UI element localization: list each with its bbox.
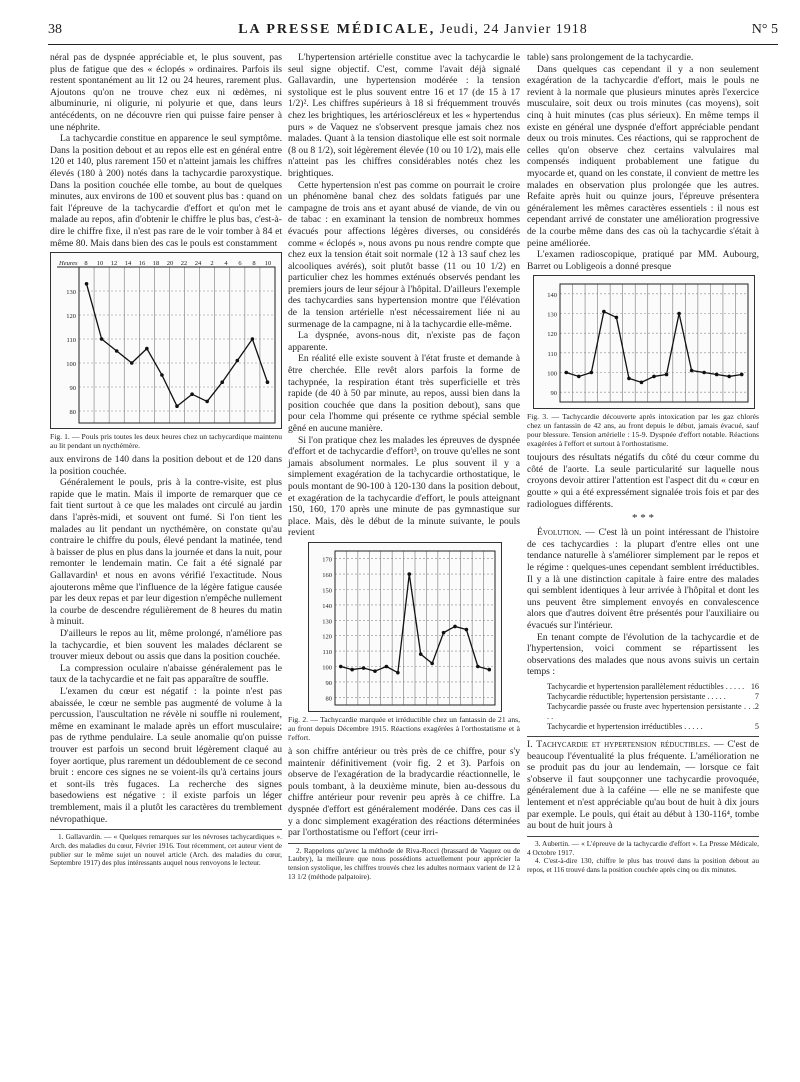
x-tick-label: 8 (252, 260, 256, 268)
x-header-label: Heures (59, 260, 78, 268)
page-header (48, 22, 778, 42)
footnote: 3. Aubertin. — « L'épreuve de la tachycardie d'effort ». La Presse Médicale, 4 Octobre 1917. (527, 838, 759, 857)
y-tick-label: 120 (547, 331, 557, 339)
section-title: I. Tachycardie et hypertension réductibles. (527, 738, 711, 750)
x-tick-label: 2 (210, 260, 214, 268)
y-tick-label: 170 (322, 556, 332, 564)
paragraph: L'examen du cœur est négatif : la pointe n'est pas abaissée, le cœur ne semble pas augmenté de volume à la percussion, l'auscultation ne révèle ni souffle ni roulement, même en examinant le malade après un effort musculaire; pas de rythme pendulaire. La seule anomalie qu'on puisse trouver est parfois un second bruit légèrement claqué au foyer aortique, plus rarement un dédoublement de ce second bruit : encore ces signes ne se voient-ils qu'à certains jours et sont-ils très fugaces. La recherche des signes basedowiens est négative : il existe parfois un léger tremblement, mais il a plutôt les caractères du tremblement névropathique. (50, 685, 282, 825)
y-tick-label: 140 (322, 602, 332, 610)
data-point (430, 662, 434, 666)
data-point (677, 312, 681, 316)
issue-number: N° 5 (751, 22, 778, 37)
data-point (727, 375, 731, 379)
section-rule (527, 736, 759, 737)
paragraph: Si l'on pratique chez les malades les épreuves de dyspnée d'effort et de tachycardie d'effort³, on trouve qu'elles ne sont jamais absolument normales. Le plus souvent il y a simplement exagération de la tachycardie orthostatique, le pouls montant de 90-100 à 120-130 dans la position debout, et exagération de la tachycardie d'effort, le pouls atteignant 150, 160, 170 après une minute de pas gymnastique sur place. Mais, dès le début de la minute suivante, le pouls revient (288, 434, 520, 539)
x-tick-label: 24 (194, 260, 202, 268)
table-label: Tachycardie passée ou fruste avec hypertension persistante . . . . . (547, 701, 755, 721)
page-number: 38 (48, 22, 62, 37)
y-tick-label: 90 (325, 679, 332, 687)
paragraph: I. Tachycardie et hypertension réductibles. — C'est de beaucoup l'éventualité la plus fréquente. L'amélioration ne se produit pas du jour au lendemain, — lorsque ce fait s'observe il faut soupçonner une tachycardie provoquée, généralement due à la caféine — elle ne se manifeste que lentement et n'est appréciable qu'au bout de huit à dix jours par exemple. Le pouls, qui était au début à 130-116⁴, tombe au bout de huit jours à (527, 738, 759, 832)
x-tick-label: 22 (180, 260, 188, 268)
data-point (350, 668, 354, 672)
y-tick-label: 140 (547, 292, 557, 300)
paragraph: L'examen radioscopique, pratiqué par MM. Aubourg, Barret ou Lobligeois a donné presque (527, 249, 759, 272)
y-tick-label: 90 (550, 390, 557, 398)
footnote: 2. Rappelons qu'avec la méthode de Riva-Rocci (brassard de Vaquez ou de Laubry), la meilleure que nous possédions actuellement pour apprécier la tension systolique, les chiffres trouvés chez les adultes normaux varient de 12 à 13 1/2 (méthode palpatoire). (288, 845, 520, 882)
paragraph: Dans quelques cas cependant il y a non seulement exagération de la tachycardie d'effort, mais le pouls ne revient à la normale que plusieurs minutes après l'exercice musculaire, soit deux ou trois minutes (cas moyens), soit cinq à huit minutes (cas plus sérieux). En même temps il existe en général une dyspnée d'effort appréciable pendant deux ou trois minutes. Ces réactions, qui se rapprochent de celles qu'on observe chez certains valvulaires mal compensés indiquent probablement une fatigue du myocarde et, quand on les constate, il convient de mettre les malades en observation plus prolongée que les autres. Refaite après huit ou quinze jours, l'épreuve présentera généralement les mêmes caractères essentiels : il nous est cependant arrivé de constater une amélioration progressive de la courbe même dans des cas où la tachycardie s'était à peine améliorée. (527, 63, 759, 249)
data-point (175, 404, 179, 408)
y-tick-label: 110 (66, 337, 76, 345)
data-point (205, 400, 209, 404)
fig2-chart (309, 543, 501, 711)
data-point (442, 631, 446, 635)
data-point (236, 359, 240, 363)
paragraph: Généralement le pouls, pris à la contre-visite, est plus rapide que le matin. Mais il importe de remarquer que ce fait tient surtout à ce que les malades ont circulé au jardin dans l'après-midi, et souvent ont fumé. Si l'on tient les malades au lit pendant un nycthémère, on constate qu'au contraire le chiffre du pouls, élevé pendant la matinée, tend à baisser de plus en plus dans la journée et dans la nuit, pour remonter le lendemain matin. Ce fait a été signalé par Gallavardin¹ et nous en avons vérifié l'exactitude. Nous ajouterons même que l'influence de la légère fatigue causée par les deux repas et par leur digestion n'empêche nullement la courbe de descendre régulièrement de 8 heures du matin à minuit. (50, 477, 282, 628)
x-tick-label: 16 (138, 260, 146, 268)
y-tick-label: 130 (66, 289, 76, 297)
data-point (130, 361, 134, 365)
fig3-chart (534, 276, 754, 408)
footnote-rule (288, 843, 520, 844)
y-tick-label: 80 (69, 409, 76, 417)
data-point (251, 337, 255, 341)
footnote: 1. Gallavardin. — « Quelques remarques sur les névroses tachycardiques ». Arch. des maladies du cœur, Février 1916. Tout récemment, cet auteur vient de publier sur le même sujet un nouvel article (Arch. des maladies du cœur, Septembre 1917) des plus intéressants auquel nous renvoyons le lecteur. (50, 832, 282, 868)
fig1-chart (51, 253, 281, 428)
journal-title: LA PRESSE MÉDICALE, Jeudi, 24 Janvier 1918 (238, 22, 588, 37)
figure-2-caption: Fig. 2. — Tachycardie marquée et irréductible chez un fantassin de 21 ans, au front depuis Décembre 1915. Réactions exagérées à l'orthostatisme et à l'effort. (288, 714, 520, 742)
table-value: 5 (754, 721, 759, 731)
table-row (547, 722, 759, 732)
paragraph: La tachycardie constitue en apparence le seul symptôme. Dans la position debout et au repos elle est en général entre 120 et 140, plus rarement 150 et n'atteint jamais les chiffres élevés (180 à 200) notés dans la tachycardie paroxystique. Dans la position couchée elle tombe, au bout de quelques minutes, aux environs de 100 et souvent plus bas : quand on fait l'épreuve de la tachycardie d'effort et qu'on met le malade au repos, afin d'obtenir le chiffre le plus bas, c'est-à-dire le chiffre fixe, il n'est pas rare de le voir tomber à 84 et même 80. Mais dans bien des cas le pouls est constamment (50, 133, 282, 249)
footnote: 4. C'est-à-dire 130, chiffre le plus bas trouvé dans la position debout au repos, et 116 trouvé dans la position couchée après cinq ou dix minutes. (527, 856, 759, 875)
data-point (85, 282, 89, 286)
data-point (590, 371, 594, 375)
y-tick-label: 100 (322, 664, 332, 672)
x-tick-label: 12 (110, 260, 118, 268)
data-point (476, 665, 480, 669)
table-label: Tachycardie et hypertension irréductibles . . . . . (547, 721, 703, 731)
paragraph: Cette hypertension n'est pas comme on pourrait le croire un phénomène banal chez des soldats fatigués par une campagne de trois ans et ayant abusé de viande, de vin ou de tabac : en examinant la tension de nombreux hommes évacués pour affections légères diverses, ou considérés comme « éclopés », nous avons pu nous rendre compte que chez eux la tension était soit normale (12 à 13 sauf chez les alcooliques avérés), soit plutôt basse (11 ou 10 1/2) en particulier chez les hommes exténués observés pendant les premiers jours de leur séjour à l'hôpital. D'ailleurs l'exemple des tachycardies sans hypertension montre que l'élévation de la tension artérielle n'est nécessairement liée ni au surmenage de la campagne, ni à la tachycardie elle-même. (288, 179, 520, 330)
data-point (385, 665, 389, 669)
data-point (190, 392, 194, 396)
paragraph: La dyspnée, avons-nous dit, n'existe pas de façon apparente. (288, 330, 520, 353)
table-label: Tachycardie réductible; hypertension persistante . . . . . (547, 691, 726, 701)
figure-3 (533, 275, 755, 409)
data-point (115, 349, 119, 353)
y-tick-label: 130 (322, 618, 332, 626)
header-rule (48, 44, 778, 45)
paragraph: néral pas de dyspnée appréciable et, le plus souvent, pas plus de fatigue que des « éclopés » ordinaires. Parfois ils restent spontanément au lit 12 ou 24 heures, rarement plus. Ajoutons qu'on ne trouve chez eux ni œdèmes, ni albuminurie, ni oligurie, ni polyurie et que, dans leurs antécédents, on ne découvre rien qui puisse faire penser à une néphrite. (50, 52, 282, 133)
data-point (407, 572, 411, 576)
paragraph: En réalité elle existe souvent à l'état fruste et demande à être cherchée. Elle revêt alors parfois la forme de tachypnée, la respiration étant très superficielle et très rapide (de 40 à 50 par minute, au repos, aussi bien dans la position couchée que dans la position debout), sans que pour cela l'homme qui présente ce rythme spécial semble gêné en aucune manière. (288, 353, 520, 434)
x-tick-label: 4 (224, 260, 228, 268)
paragraph: D'ailleurs le repos au lit, même prolongé, n'améliore pas la tachycardie, et bien souvent les malades déclarent se trouver mieux debout ou assis que dans la position couchée. (50, 628, 282, 663)
data-point (690, 369, 694, 373)
data-point (602, 310, 606, 314)
data-point (373, 669, 377, 673)
y-tick-label: 90 (69, 385, 76, 393)
table-value: 2 (754, 701, 759, 711)
distribution-table (547, 682, 759, 732)
figure-1 (50, 252, 282, 429)
paragraph: aux environs de 140 dans la position debout et de 120 dans la position couchée. (50, 454, 282, 477)
table-value: 16 (750, 681, 759, 691)
data-point (615, 316, 619, 320)
data-point (396, 671, 400, 675)
data-point (339, 665, 343, 669)
y-tick-label: 110 (322, 649, 332, 657)
x-tick-label: 14 (124, 260, 132, 268)
table-value: 7 (754, 691, 759, 701)
data-point (740, 373, 744, 377)
footnote-rule (527, 836, 759, 837)
data-point (100, 337, 104, 341)
paragraph: En tenant compte de l'évolution de la tachycardie et de l'hypertension, voici comment se répartissent les observations des malades que nous avons suivis un certain temps : (527, 631, 759, 678)
section-stars: * * * (632, 512, 654, 525)
footnote-rule (50, 829, 282, 830)
table-row (547, 692, 759, 702)
plot-frame (560, 284, 748, 402)
data-point (145, 347, 149, 351)
evolution-label: Évolution. (537, 527, 582, 539)
table-row (547, 702, 759, 722)
x-tick-label: 20 (166, 260, 174, 268)
column-1 (50, 52, 282, 868)
data-point (577, 375, 581, 379)
y-tick-label: 100 (547, 370, 557, 378)
x-tick-label: 18 (152, 260, 160, 268)
data-point (266, 380, 270, 384)
data-point (453, 625, 457, 629)
x-tick-label: 6 (238, 260, 242, 268)
figure-2 (308, 542, 502, 712)
data-point (220, 380, 224, 384)
data-point (665, 373, 669, 377)
data-point (702, 371, 706, 375)
x-tick-label: 10 (264, 260, 272, 268)
data-point (715, 373, 719, 377)
paragraph: table) sans prolongement de la tachycardie. (527, 52, 694, 63)
y-tick-label: 120 (322, 633, 332, 641)
paragraph: à son chiffre antérieur ou très près de ce chiffre, pour s'y maintenir définitivement (voir fig. 2 et 3). Parfois on observe de l'exagération de la bradycardie réactionnelle, le pouls tombant, à la deuxième minute, bien au-dessous du chiffre antérieur pour revenir peu après à ce chiffre. La dyspnée d'effort est généralement modérée. Dans ces cas il y a donc simplement exagération des réactions déterminées par l'orthostatisme ou l'effort (ceur irri- (288, 745, 520, 839)
data-point (564, 371, 568, 375)
data-point (465, 628, 469, 632)
figure-1-caption: Fig. 1. — Pouls pris toutes les deux heures chez un tachycardique maintenu au lit pendant un nycthémère. (50, 432, 282, 451)
table-row (547, 682, 759, 692)
data-point (627, 377, 631, 381)
y-tick-label: 100 (66, 361, 76, 369)
column-3 (527, 52, 759, 875)
paragraph: Évolution. — C'est là un point intéressant de l'histoire de ces tachycardies : la plupart d'entre elles ont une tendance naturelle à s'améliorer simplement par le repos et le régime : quelques-unes cependant semblent irréductibles. Il y a là une distinction capitale à faire entre des malades qui semblent identiques à leur arrivée à l'hôpital et dont les uns peuvent être simplement envoyés en convalescence alors que d'autres doivent être présentés pour l'auxiliaire ou évacués sur l'intérieur. (527, 527, 759, 631)
y-tick-label: 150 (322, 587, 332, 595)
paragraph: toujours des résultats négatifs du côté du cœur comme du côté de l'aorte. La seule particularité sur laquelle nous croyons devoir attirer l'attention est l'aspect dit du « cœur en goutte » qui a été expressément signalée trois fois et par des radiologues différents. (527, 452, 759, 510)
table-label: Tachycardie et hypertension parallèlement réductibles . . . . . (547, 681, 745, 691)
figure-3-caption: Fig. 3. — Tachycardie découverte après intoxication par les gaz chlorés chez un fantassin de 42 ans, au front depuis le début, jamais évacué, sauf pour blessure. Tension artérielle : 15-9. Dyspnée d'effort notable. Réactions exagérées à l'effort et surtout à l'orthostatisme. (527, 412, 759, 449)
y-tick-label: 120 (66, 313, 76, 321)
x-tick-label: 10 (96, 260, 104, 268)
paragraph: L'hypertension artérielle constitue avec la tachycardie le seul signe objectif. C'est, comme l'avait déjà signalé Gallavardin, une hypertension modérée : la tension systolique est le plus souvent entre 16 et 17 (de 15 à 17 1/2)². Les chiffres supérieurs à 18 si fréquemment trouvés chez les brightiques, les artérioscléreux et les « hypertendus purs » de Vaquez ne s'observent presque jamais chez nos malades. Quant à la tension diastolique elle est soit normale (8 ou 8 1/2), soit légèrement élevée (10 ou 10 1/2), mais elle n'atteint pas les chiffres considérables notés chez les brightiques. (288, 52, 520, 179)
data-point (362, 666, 366, 670)
y-tick-label: 110 (547, 351, 557, 359)
data-point (640, 381, 644, 385)
column-2 (288, 52, 520, 882)
y-tick-label: 80 (325, 695, 332, 703)
paragraph: La compression oculaire n'abaisse généralement pas le taux de la tachycardie et ne fait pas apparaître de souffle. (50, 662, 282, 686)
series-line (87, 284, 268, 406)
data-point (487, 668, 491, 672)
data-point (160, 373, 164, 377)
y-tick-label: 130 (547, 311, 557, 319)
x-tick-label: 8 (84, 260, 88, 268)
y-tick-label: 160 (322, 572, 332, 580)
data-point (419, 652, 423, 656)
data-point (652, 375, 656, 379)
